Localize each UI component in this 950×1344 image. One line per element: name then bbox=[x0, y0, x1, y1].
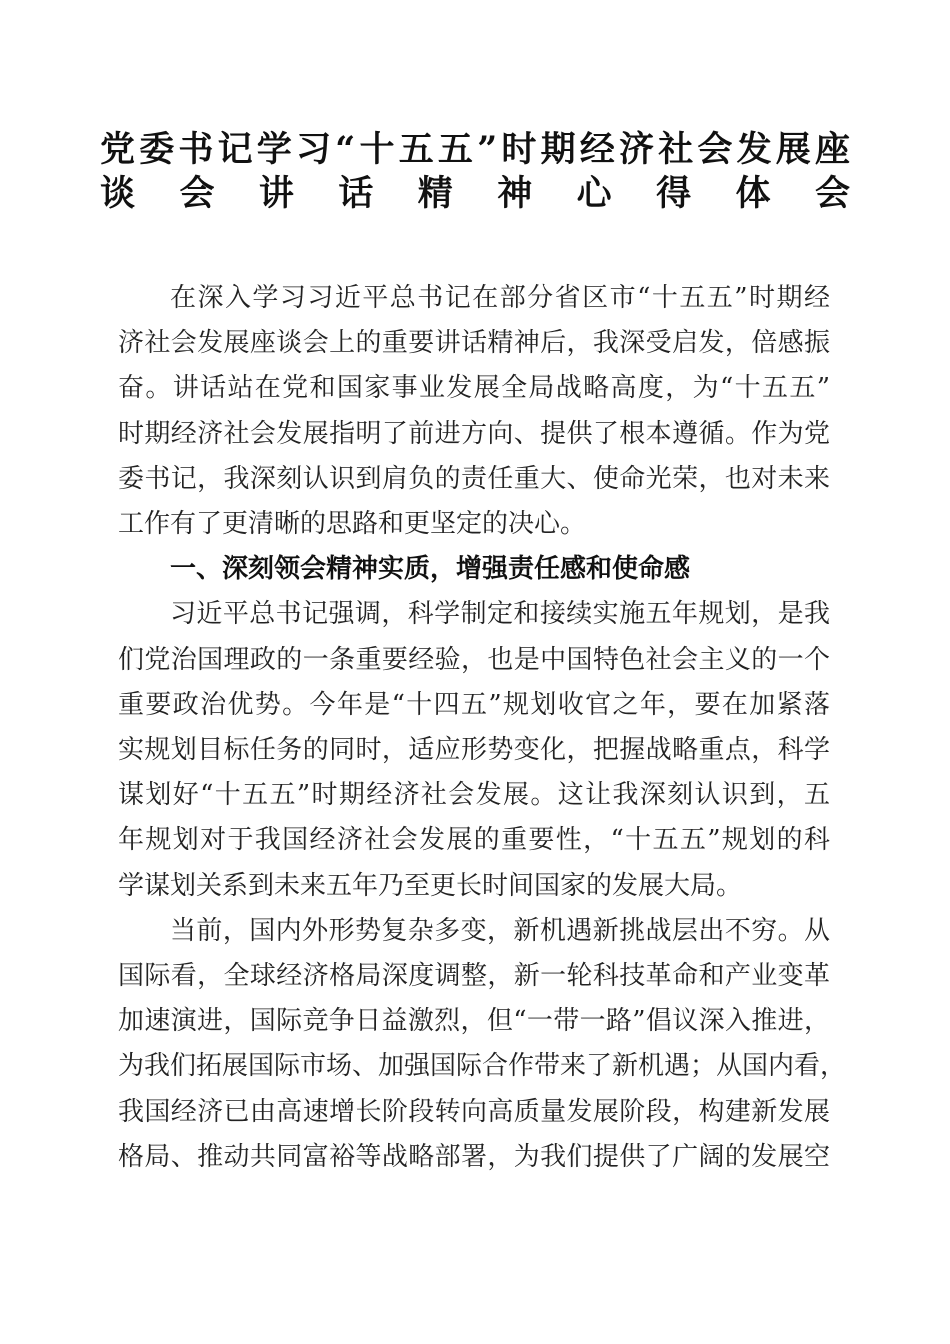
text-line: 重要政治优势。今年是“十四五”规划收官之年，要在加紧落 bbox=[118, 689, 830, 720]
document-body bbox=[118, 276, 847, 1180]
text-line: 委书记，我深刻认识到肩负的责任重大、使命光荣，也对未来 bbox=[118, 463, 830, 494]
title-line-1: 党委书记学习“十五五”时期经济社会发展座 bbox=[100, 129, 850, 170]
section-heading-text: 一、深刻领会精神实质，增强责任感和使命感 bbox=[170, 554, 691, 585]
section1-paragraph-1 bbox=[118, 592, 830, 908]
title-line-2: 谈会讲话精神心得体会 bbox=[100, 173, 850, 214]
text-line: 学谋划关系到未来五年乃至更长时间国家的发展大局。 bbox=[118, 870, 743, 901]
text-line: 为我们拓展国际市场、加强国际合作带来了新机遇；从国内看， bbox=[118, 1051, 847, 1082]
text-line: 年规划对于我国经济社会发展的重要性，“十五五”规划的科 bbox=[118, 825, 830, 856]
text-line: 们党治国理政的一条重要经验，也是中国特色社会主义的一个 bbox=[118, 644, 830, 675]
text-line: 实规划目标任务的同时，适应形势变化，把握战略重点，科学 bbox=[118, 735, 830, 766]
intro-paragraph bbox=[118, 276, 830, 547]
text-line: 济社会发展座谈会上的重要讲话精神后，我深受启发，倍感振 bbox=[118, 328, 830, 359]
text-line: 工作有了更清晰的思路和更坚定的决心。 bbox=[118, 509, 587, 540]
text-line: 格局、推动共同富裕等战略部署，为我们提供了广阔的发展空 bbox=[118, 1141, 830, 1172]
text-line: 时期经济社会发展指明了前进方向、提供了根本遵循。作为党 bbox=[118, 418, 830, 449]
text-line: 当前，国内外形势复杂多变，新机遇新挑战层出不穷。从 bbox=[170, 915, 830, 946]
text-line: 我国经济已由高速增长阶段转向高质量发展阶段，构建新发展 bbox=[118, 1096, 830, 1127]
text-line: 加速演进，国际竞争日益激烈，但“一带一路”倡议深入推进， bbox=[118, 1006, 830, 1037]
text-line: 谋划好“十五五”时期经济社会发展。这让我深刻认识到，五 bbox=[118, 780, 830, 811]
section-heading bbox=[118, 547, 830, 592]
text-line: 在深入学习习近平总书记在部分省区市“十五五”时期经 bbox=[170, 283, 830, 313]
text-line: 国际看，全球经济格局深度调整，新一轮科技革命和产业变革 bbox=[118, 961, 830, 992]
document-title bbox=[100, 128, 850, 216]
text-line: 习近平总书记强调，科学制定和接续实施五年规划，是我 bbox=[170, 599, 830, 630]
section1-paragraph-2 bbox=[118, 909, 847, 1180]
text-line: 奋。讲话站在党和国家事业发展全局战略高度，为“十五五” bbox=[118, 373, 830, 404]
